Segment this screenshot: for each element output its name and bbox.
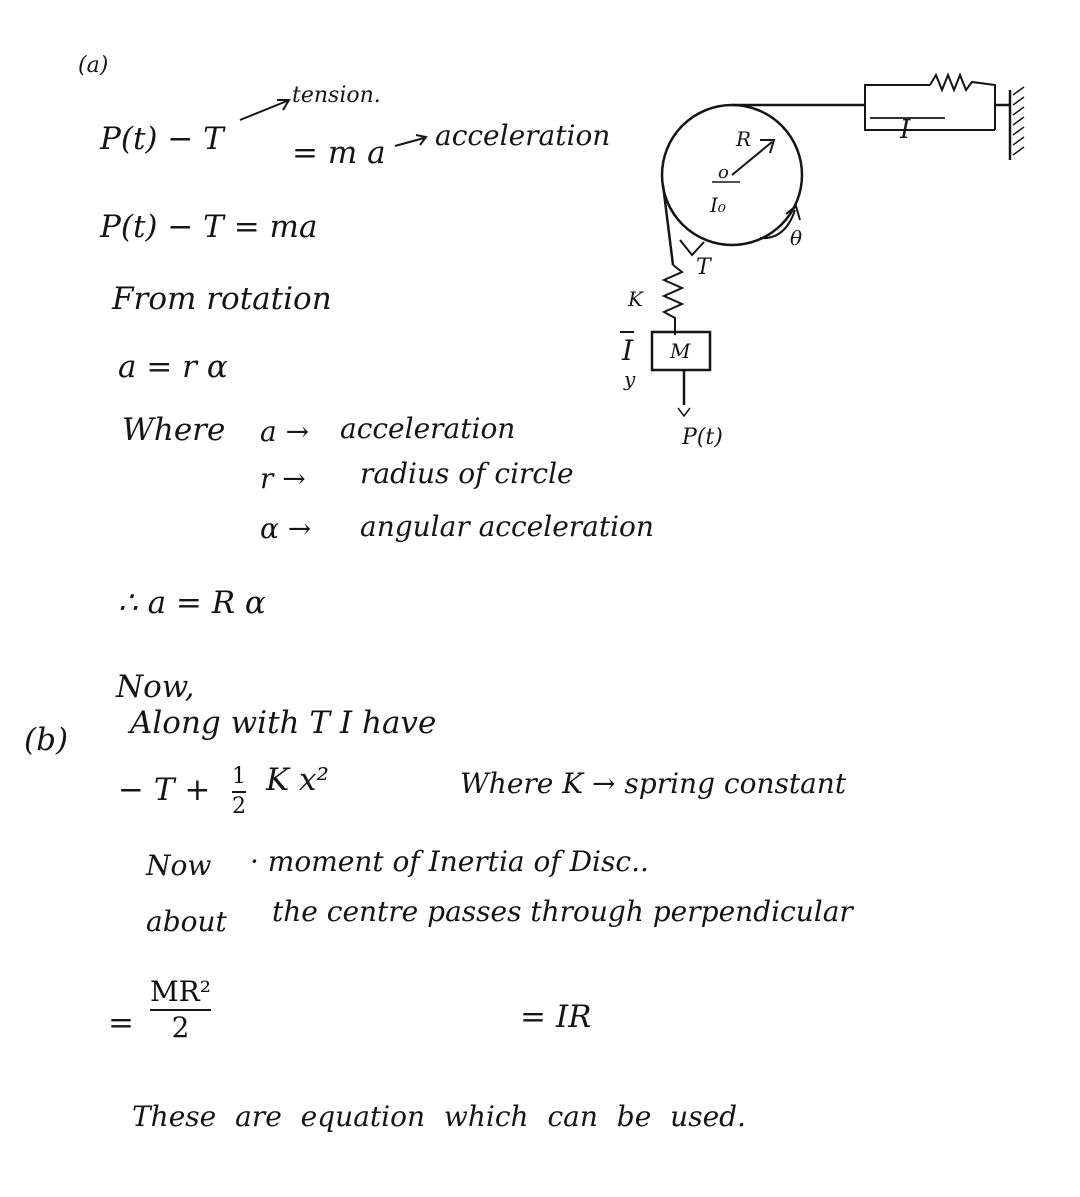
def-meaning-2: radius of circle: [360, 457, 574, 490]
def-symbol-2: r →: [260, 462, 306, 495]
part-b-label: (b): [24, 722, 69, 758]
pulley-system-diagram: [600, 60, 1070, 480]
acceleration-note: acceleration: [435, 119, 611, 152]
ir-expression: = IR: [520, 999, 592, 1035]
equation-1-lhs: P(t) − T: [100, 121, 224, 157]
half-fraction: [232, 766, 246, 818]
spring-horizontal: [930, 75, 995, 130]
half-numerator: 1: [232, 764, 246, 789]
formula-equals: =: [108, 1005, 134, 1041]
label-damper-left: I: [622, 334, 634, 367]
equation-4: ∴ a = R α: [118, 585, 266, 621]
inertia-line-1-start: Now: [146, 849, 212, 882]
label-o: o: [718, 162, 729, 183]
label-K: K: [628, 287, 643, 311]
label-damper-top: I: [900, 115, 911, 145]
label-T: T: [696, 255, 711, 280]
now-label: Now,: [116, 669, 195, 705]
expression-suffix: K x²: [266, 762, 329, 798]
equation-2: P(t) − T = ma: [100, 209, 318, 245]
closing-sentence: These are equation which can be used.: [132, 1100, 746, 1133]
label-theta: θ: [790, 226, 803, 250]
tension-note: tension.: [292, 83, 381, 108]
def-symbol-3: α →: [260, 512, 312, 545]
def-meaning-3: angular acceleration: [360, 510, 654, 543]
spring-vertical: [664, 265, 682, 335]
inertia-numerator: MR²: [150, 975, 211, 1008]
label-y: y: [624, 367, 636, 391]
expression-prefix: − T +: [118, 772, 211, 808]
label-P: P(t): [682, 425, 723, 450]
def-symbol-1: a →: [260, 415, 310, 448]
equation-3: a = r α: [118, 349, 228, 385]
spring-constant-note: Where K → spring constant: [460, 767, 847, 800]
label-M: M: [670, 339, 691, 363]
def-meaning-1: acceleration: [340, 412, 516, 445]
inertia-line-2-start: about: [146, 905, 227, 938]
inertia-line-1-end: · moment of Inertia of Disc..: [250, 845, 649, 878]
inertia-denominator: 2: [171, 1011, 190, 1044]
inertia-line-2-end: the centre passes through perpendicular: [272, 895, 853, 928]
rotation-heading: From rotation: [112, 281, 332, 317]
where-label: Where: [122, 412, 226, 448]
along-with-text: Along with T I have: [130, 705, 437, 741]
label-R: R: [736, 127, 752, 151]
tension-arrow-icon: [235, 95, 295, 125]
inertia-fraction: [150, 975, 211, 1044]
rope-left: [663, 185, 673, 265]
half-denominator: 2: [232, 794, 246, 819]
equation-1-rhs: = m a: [292, 135, 386, 171]
acceleration-arrow-icon: [392, 132, 432, 152]
part-a-label: (a): [78, 53, 109, 78]
label-I0: I₀: [710, 193, 726, 217]
